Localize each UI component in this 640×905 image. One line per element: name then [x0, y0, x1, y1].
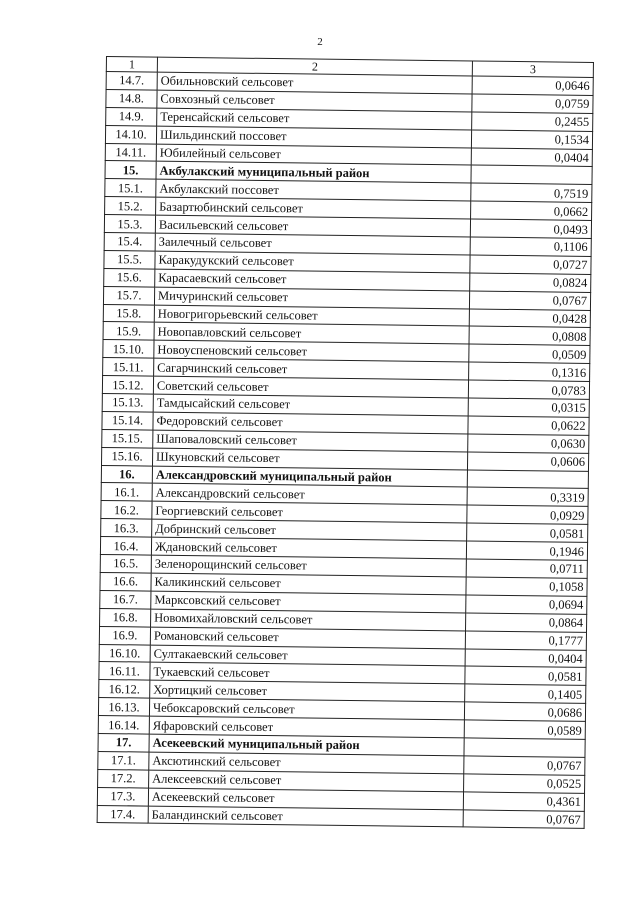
row-value: 0,0606 [467, 452, 588, 471]
row-value: 0,0662 [471, 201, 592, 220]
row-number: 15.5. [104, 250, 155, 269]
row-value: 0,0929 [467, 505, 588, 524]
row-number: 16.7. [100, 590, 151, 609]
row-name: Каликинский сельсовет [151, 573, 466, 595]
page-number: 2 [317, 36, 323, 48]
row-name: Асекеевский сельсовет [148, 788, 463, 810]
table-body [97, 72, 593, 829]
row-name: Ждановский сельсовет [151, 537, 466, 559]
row-number: 16.13. [98, 698, 149, 717]
row-number: 16.5. [100, 555, 151, 574]
row-value: 0,4361 [463, 792, 584, 811]
row-value: 0,0711 [466, 559, 587, 578]
row-value: 0,0428 [469, 309, 590, 328]
row-value: 0,0808 [469, 326, 590, 345]
row-value: 0,0404 [465, 648, 586, 667]
row-number: 15.10. [103, 340, 154, 359]
row-number: 16. [101, 465, 152, 484]
row-name: Шаповаловский сельсовет [153, 430, 468, 452]
row-number: 15.7. [103, 286, 154, 305]
row-name: Зеленорощинский сельсовет [151, 555, 466, 577]
row-number: 16.2. [101, 501, 152, 520]
row-number: 15.11. [103, 358, 154, 377]
row-number: 16.4. [100, 537, 151, 556]
row-number: 16.9. [99, 626, 150, 645]
row-value: 0,1106 [470, 237, 591, 256]
row-name: Яфаровский сельсовет [149, 716, 464, 738]
row-value: 0,0767 [463, 809, 584, 828]
row-number: 15.13. [102, 394, 153, 413]
row-name: Баландинский сельсовет [148, 806, 463, 828]
row-number: 14.10. [105, 125, 156, 144]
row-value: 0,0864 [466, 613, 587, 632]
column-header-3: 3 [472, 61, 593, 77]
row-number: 15.16. [102, 447, 153, 466]
row-value [467, 470, 588, 489]
row-number: 17. [98, 733, 149, 752]
row-number: 16.12. [99, 680, 150, 699]
row-name: Шкуновский сельсовет [152, 448, 467, 470]
row-name: Сагарчинский сельсовет [154, 358, 469, 380]
row-number: 17.2. [98, 769, 149, 788]
row-value: 0,0759 [472, 94, 593, 113]
row-value: 0,1777 [465, 631, 586, 650]
row-number: 15. [105, 161, 156, 180]
row-name: Александровский муниципальный район [152, 466, 467, 488]
row-number: 14.11. [105, 143, 156, 162]
row-value: 0,1405 [465, 684, 586, 703]
row-name: Васильевский сельсовет [155, 215, 470, 237]
row-name: Хортицкий сельсовет [150, 680, 465, 702]
row-value: 0,0767 [469, 291, 590, 310]
row-value: 0,0824 [470, 273, 591, 292]
row-number: 16.8. [100, 608, 151, 627]
row-number: 15.15. [102, 429, 153, 448]
row-value: 0,0767 [464, 756, 585, 775]
row-value: 0,0686 [464, 702, 585, 721]
row-name: Добринский сельсовет [152, 519, 467, 541]
row-value: 0,3319 [467, 487, 588, 506]
row-number: 14.8. [106, 89, 157, 108]
row-number: 15.12. [102, 376, 153, 395]
row-value: 0,2455 [472, 112, 593, 131]
row-value: 0,1316 [469, 362, 590, 381]
row-name: Базартюбинский сельсовет [156, 197, 471, 219]
row-number: 16.10. [99, 644, 150, 663]
row-name: Мичуринский сельсовет [154, 287, 469, 309]
row-value: 0,0493 [470, 219, 591, 238]
row-name: Юбилейный сельсовет [156, 144, 471, 166]
row-name: Акбулакский поссовет [156, 179, 471, 201]
row-value: 0,0622 [468, 416, 589, 435]
row-number: 16.3. [101, 519, 152, 538]
row-name: Чебоксаровский сельсовет [149, 698, 464, 720]
row-value: 0,0581 [465, 666, 586, 685]
row-value: 0,0404 [471, 148, 592, 167]
column-header-2: 2 [157, 57, 472, 76]
row-number: 16.14. [98, 716, 149, 735]
row-value: 0,1058 [466, 577, 587, 596]
row-name: Романовский сельсовет [150, 627, 465, 649]
row-value: 0,7519 [471, 183, 592, 202]
row-name: Асекеевский муниципальный район [149, 734, 464, 756]
row-number: 14.9. [106, 107, 157, 126]
row-number: 15.1. [105, 179, 156, 198]
allocation-table [97, 56, 594, 829]
row-value: 0,0694 [466, 595, 587, 614]
row-name: Совхозный сельсовет [157, 90, 472, 112]
row-number: 14.7. [106, 72, 157, 91]
row-value: 0,0509 [469, 344, 590, 363]
row-name: Александровский сельсовет [152, 484, 467, 506]
row-name: Тамдысайский сельсовет [153, 394, 468, 416]
row-number: 15.6. [104, 268, 155, 287]
row-value: 0,0783 [468, 380, 589, 399]
row-name: Теренсайский сельсовет [157, 108, 472, 130]
row-number: 17.1. [98, 751, 149, 770]
row-number: 17.4. [97, 805, 148, 824]
row-name: Новопавловский сельсовет [154, 323, 469, 345]
row-name: Новоуспеновский сельсовет [154, 340, 469, 362]
row-number: 16.1. [101, 483, 152, 502]
row-name: Шильдинский поссовет [156, 126, 471, 148]
row-number: 15.2. [105, 197, 156, 216]
row-value [464, 738, 585, 757]
row-value: 0,0525 [464, 774, 585, 793]
row-name: Новомихайловский сельсовет [151, 609, 466, 631]
row-number: 15.8. [103, 304, 154, 323]
row-number: 15.14. [102, 411, 153, 430]
row-name: Аксютинский сельсовет [149, 752, 464, 774]
row-name: Федоровский сельсовет [153, 412, 468, 434]
row-number: 16.11. [99, 662, 150, 681]
row-value: 0,0315 [468, 398, 589, 417]
row-name: Карасаевский сельсовет [155, 269, 470, 291]
row-name: Обильновский сельсовет [157, 72, 472, 94]
row-value: 0,0630 [468, 434, 589, 453]
column-header-1: 1 [106, 57, 157, 73]
row-name: Алексеевский сельсовет [149, 770, 464, 792]
row-name: Тукаевский сельсовет [150, 662, 465, 684]
row-value: 0,0646 [472, 76, 593, 95]
row-name: Новогригорьевский сельсовет [154, 305, 469, 327]
row-value: 0,1946 [466, 541, 587, 560]
row-name: Акбулакский муниципальный район [156, 162, 471, 184]
row-value: 0,0727 [470, 255, 591, 274]
row-number: 17.3. [97, 787, 148, 806]
row-value: 0,0589 [464, 720, 585, 739]
row-number: 15.3. [104, 215, 155, 234]
row-name: Султакаевский сельсовет [150, 645, 465, 667]
row-name: Марксовский сельсовет [151, 591, 466, 613]
row-name: Советский сельсовет [153, 376, 468, 398]
row-value: 0,0581 [467, 523, 588, 542]
row-number: 15.9. [103, 322, 154, 341]
row-value [471, 165, 592, 184]
row-name: Каракудукский сельсовет [155, 251, 470, 273]
row-name: Заилечный сельсовет [155, 233, 470, 255]
row-name: Георгиевский сельсовет [152, 501, 467, 523]
row-number: 15.4. [104, 233, 155, 252]
row-value: 0,1534 [471, 130, 592, 149]
row-number: 16.6. [100, 572, 151, 591]
